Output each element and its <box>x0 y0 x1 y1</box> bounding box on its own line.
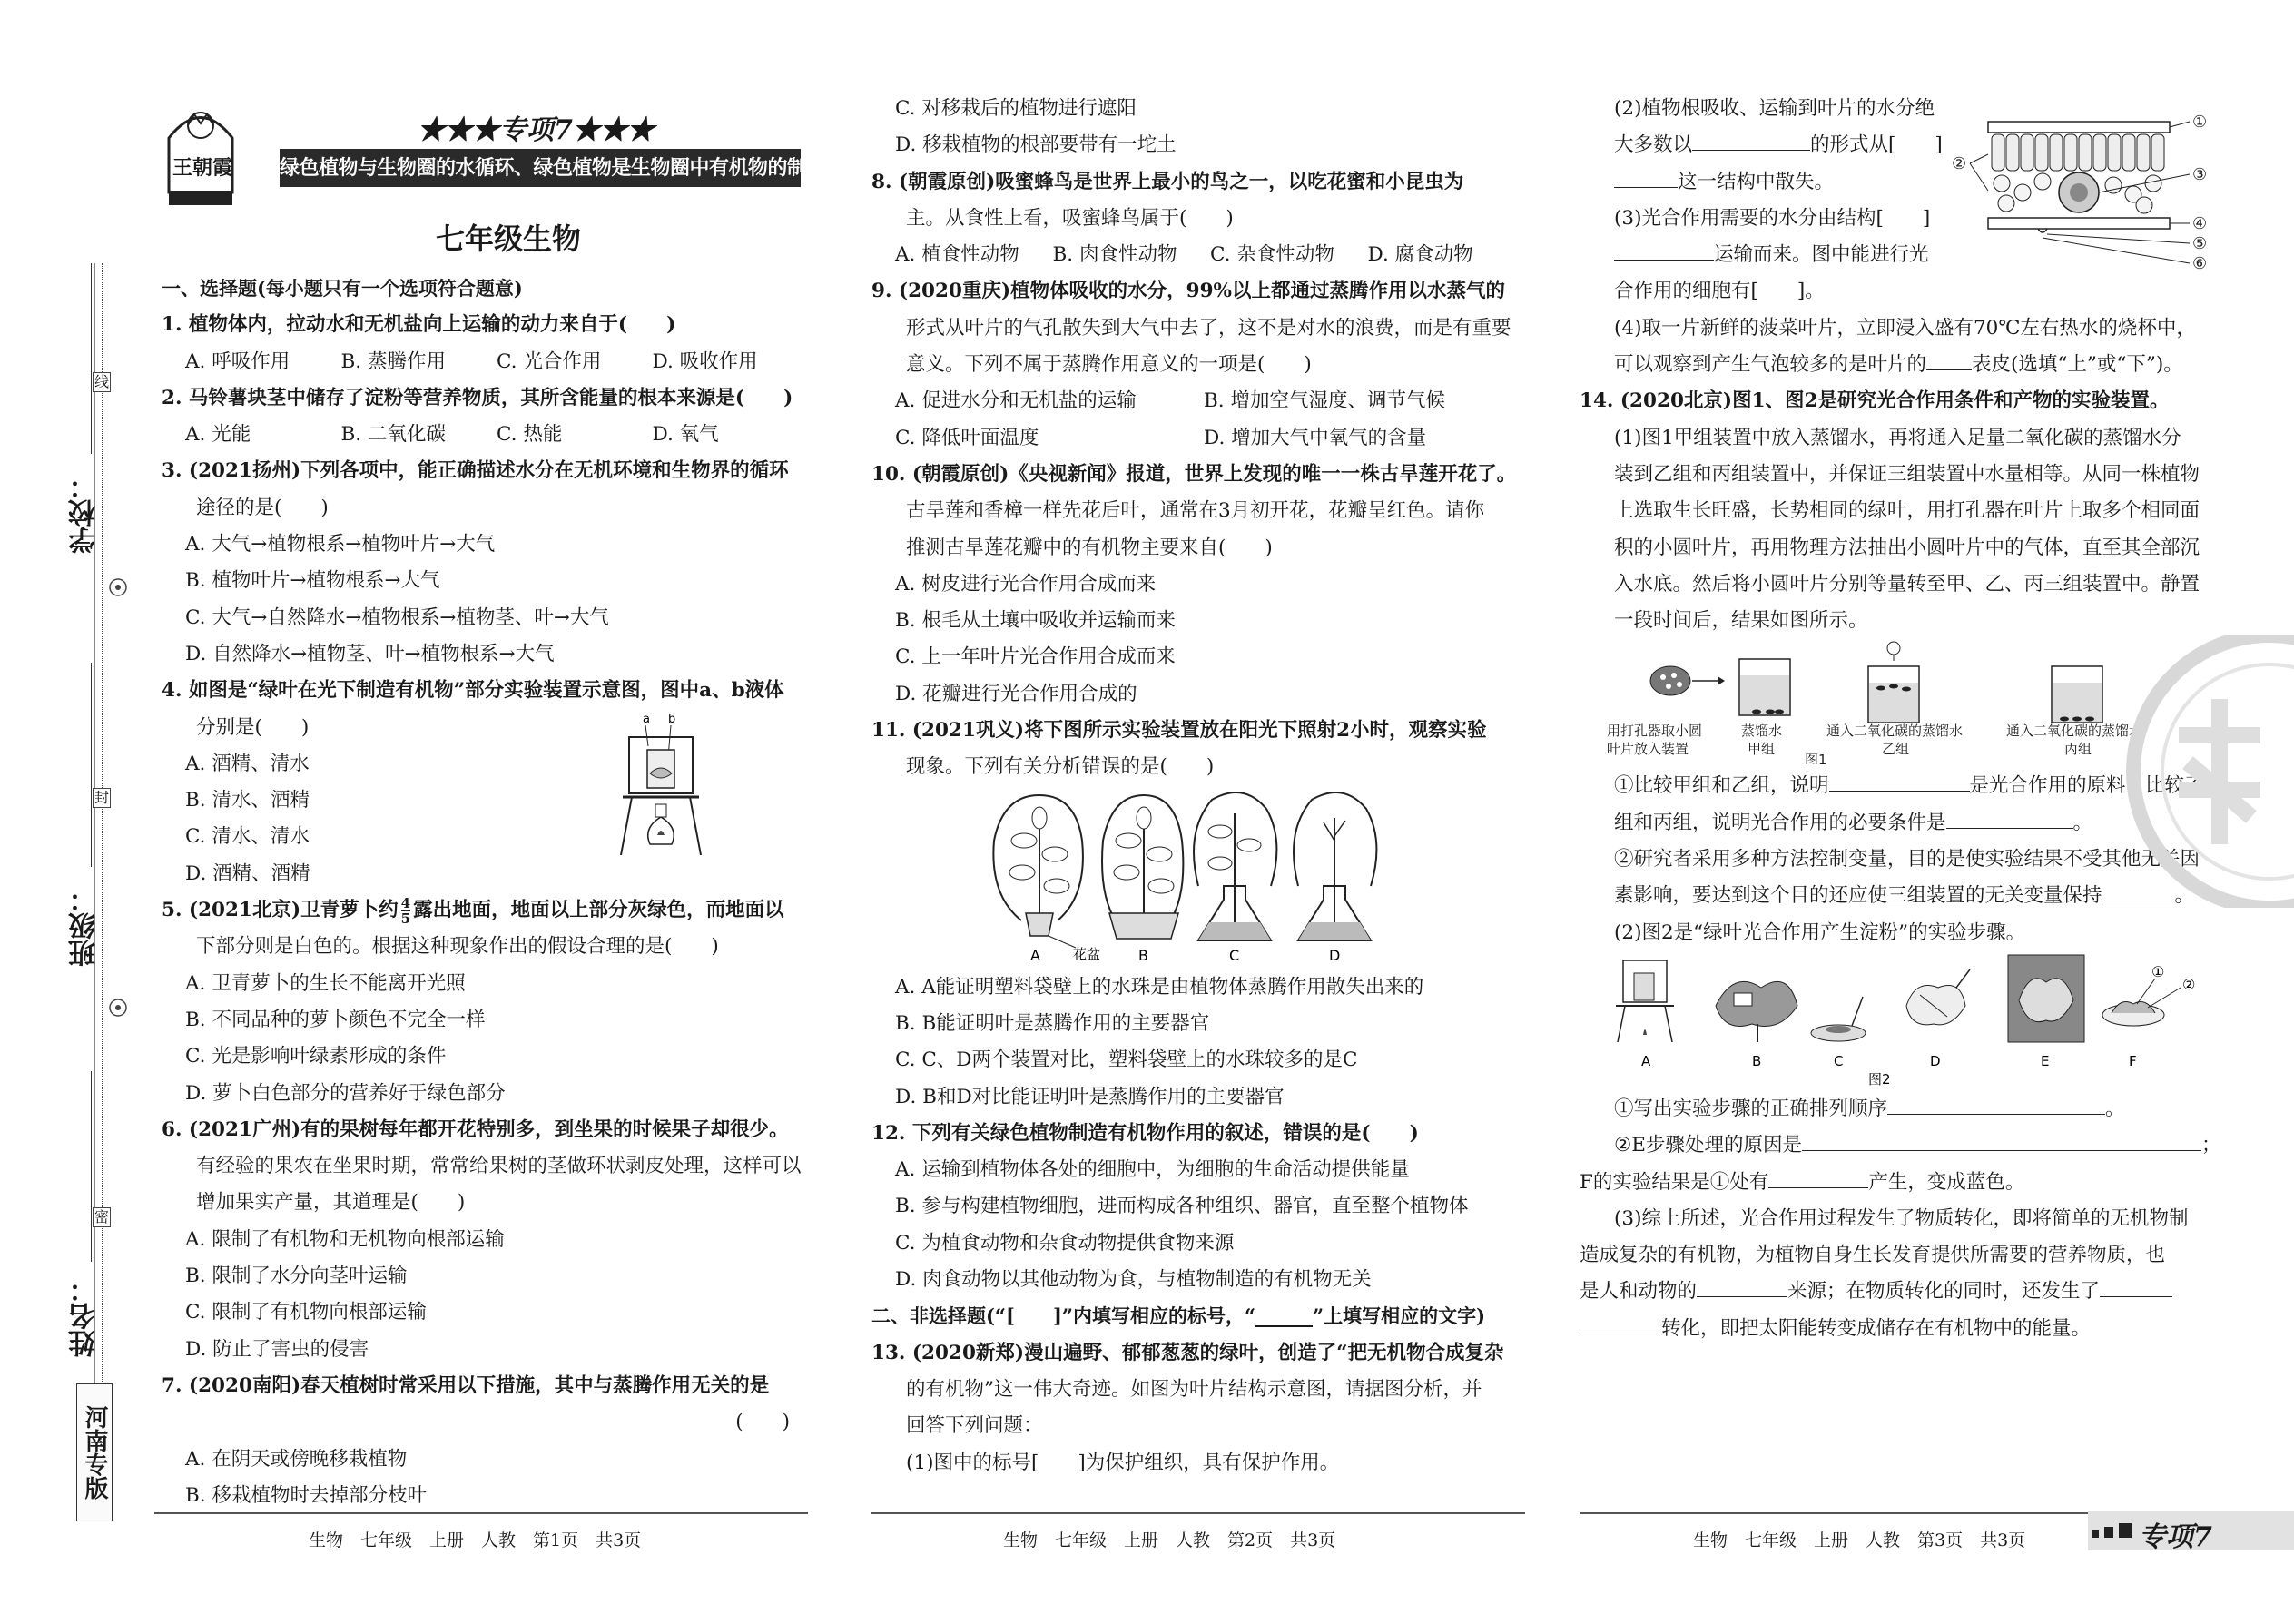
q14-s3: F的实验结果是①处有 产生，变成蓝色。 <box>1580 1165 2233 1201</box>
q5-opt-c[interactable]: C. 光是影响叶绿素形成的条件 <box>185 1045 447 1068</box>
q11-opt-b[interactable]: B. B能证明叶是蒸腾作用的主要器官 <box>895 1011 1210 1035</box>
q10-stem-3: 推测古旱莲花瓣中的有机物主要来自( ) <box>906 536 1273 559</box>
q10-opt-a[interactable]: A. 树皮进行光合作用合成而来 <box>895 572 1157 595</box>
q14-blank-condition[interactable] <box>1946 806 2073 829</box>
q1-opt-b[interactable]: B. 蒸腾作用 <box>340 349 446 373</box>
q2-stem: 2. 马铃薯块茎中储存了淀粉等营养物质，其所含能量的根本来源是( ) <box>162 386 793 409</box>
q13-label-6: ⑥ <box>2192 254 2208 273</box>
q14-part-3b: 造成复杂的有机物，为植物自身生长发育提供所需要的营养物质，也 <box>1580 1244 2166 1267</box>
q13-part-4a: (4)取一片新鲜的菠菜叶片，立即浸入盛有70℃左右热水的烧杯中， <box>1614 316 2196 340</box>
q7-opt-c[interactable]: C. 对移栽后的植物进行遮阳 <box>895 97 1137 120</box>
q6-stem-2: 有经验的果农在坐果时期，常常给果树的茎做环状剥皮处理，这样可以 <box>196 1155 802 1178</box>
q12-opt-a[interactable]: A. 运输到植物体各处的细胞中，为细胞的生命活动提供能量 <box>895 1158 1410 1182</box>
q13-leaf-structure-figure <box>1952 109 2224 281</box>
q13-label-4: ④ <box>2192 214 2208 233</box>
q10-opt-c[interactable]: C. 上一年叶片光合作用合成而来 <box>895 645 1176 669</box>
q11-opt-a[interactable]: A. A能证明塑料袋壁上的水珠是由植物体蒸腾作用散失出来的 <box>895 975 1424 999</box>
q5-stem-2: 下部分则是白色的。根据这种现象作出的假设合理的是( ) <box>196 935 719 959</box>
q13-blank-water-form[interactable] <box>1692 128 1810 151</box>
q8-stem-1: 8. (朝霞原创)吸蜜蜂鸟是世界上最小的鸟之一，以吃花蜜和小昆虫为 <box>871 170 1464 193</box>
q4-apparatus-figure <box>615 710 715 869</box>
q14-s1: ①写出实验步骤的正确排列顺序 。 <box>1580 1091 2233 1127</box>
q5-opt-a[interactable]: A. 卫青萝卜的生长不能离开光照 <box>185 971 466 995</box>
fig2-step-c <box>1811 997 1866 1069</box>
q13-part-4b: 可以观察到产生气泡较多的是叶片的 表皮(选填“上”或“下”)。 <box>1580 347 2233 383</box>
school-field[interactable] <box>91 263 92 454</box>
q5-opt-b[interactable]: B. 不同品种的萝卜颜色不完全一样 <box>185 1008 486 1031</box>
badge-dots-icon <box>2092 1523 2133 1538</box>
q6-opt-c[interactable]: C. 限制了有机物向根部运输 <box>185 1301 427 1324</box>
binding-hole-icon <box>107 997 129 1019</box>
fig2-step-d <box>1906 969 1970 1069</box>
class-field[interactable] <box>91 663 92 867</box>
fig1-caption-0b: 叶片放入装置 <box>1607 741 1689 758</box>
q4-opt-b[interactable]: B. 清水、酒精 <box>185 789 310 812</box>
fig2-label-d: D <box>1930 1052 1941 1069</box>
fig2-step-f <box>2102 963 2195 1069</box>
q8-opt-c[interactable]: C. 杂食性动物 <box>1210 243 1334 267</box>
edition-badge: 河南专版 <box>76 1383 113 1521</box>
q10-opt-d[interactable]: D. 花瓣进行光合作用合成的 <box>895 682 1137 705</box>
q11-transpiration-figure <box>871 786 1525 966</box>
q3-opt-a[interactable]: A. 大气→植物根系→植物叶片→大气 <box>185 533 496 556</box>
q9-stem-2: 形式从叶片的气孔散失到大气中去了，这不是对水的浪费，而是有重要 <box>906 316 1511 340</box>
q12-opt-d[interactable]: D. 肉食动物以其他动物为食，与植物制造的有机物无关 <box>895 1268 1372 1292</box>
q13-part-3b: 运输而来。图中能进行光 <box>1580 237 2233 273</box>
footer-page-3: 生物 七年级 上册 人教 第3页 共3页 <box>1693 1530 2026 1550</box>
q9-opt-a[interactable]: A. 促进水分和无机盐的运输 <box>895 389 1137 413</box>
footer-rule-2 <box>871 1512 1525 1514</box>
q3-opt-c[interactable]: C. 大气→自然降水→植物根系→植物茎、叶→大气 <box>185 605 609 629</box>
q14-figure-2 <box>1580 951 2233 1088</box>
fig2-step-b <box>1716 981 1797 1069</box>
binding-strip <box>0 0 136 1624</box>
q3-opt-b[interactable]: B. 植物叶片→植物根系→大气 <box>185 569 440 593</box>
fig1-caption-0: 用打孔器取小圆 <box>1607 723 1703 740</box>
q9-opt-c[interactable]: C. 降低叶面温度 <box>895 426 1039 449</box>
binding-hole-icon <box>107 576 129 598</box>
beaker-group-a <box>1739 659 1790 715</box>
q8-opt-b[interactable]: B. 肉食性动物 <box>1052 243 1177 267</box>
binding-mark-line: 线 <box>94 373 109 390</box>
q13-blank-transport[interactable] <box>1614 238 1714 261</box>
fig1-caption-2b: 乙组 <box>1882 741 1910 758</box>
q12-stem: 12. 下列有关绿色植物制造有机物作用的叙述，错误的是( ) <box>871 1121 1419 1145</box>
q11-label-b: B <box>1138 946 1148 964</box>
topic-banner: 绿色植物与生物圈的水循环、绿色植物是生物圈中有机物的制造者 <box>280 149 801 187</box>
q14-blank-energy-1[interactable] <box>2100 1275 2172 1297</box>
q14-c2b: 素影响，要达到这个目的还应使三组装置的无关变量保持 。 <box>1580 878 2233 914</box>
q14-stem: 14. (2020北京)图1、图2是研究光合作用条件和产物的实验装置。 <box>1580 389 2170 413</box>
q2-options <box>162 417 808 453</box>
q8-options <box>871 237 1525 273</box>
q2-opt-a[interactable]: A. 光能 <box>185 423 251 447</box>
q13-stem-3: 回答下列问题： <box>906 1414 1043 1438</box>
watermark-seal-icon <box>2124 635 2294 908</box>
q4-stem-1: 4. 如图是“绿叶在光下制造有机物”部分实验装置示意图，图中a、b液体 <box>162 679 784 703</box>
q4-opt-d[interactable]: D. 酒精、酒精 <box>185 861 310 885</box>
fig2-step-e <box>2008 955 2084 1069</box>
fig2-mark-1: ① <box>2151 962 2165 980</box>
hole-punch-leaf <box>1650 666 1725 695</box>
q10-opt-b[interactable]: B. 根毛从土壤中吸收并运输而来 <box>895 609 1176 633</box>
binding-mark-seal: 封 <box>94 789 109 806</box>
fig2-label-b: B <box>1752 1052 1762 1069</box>
q14-part-1f: 一段时间后，结果如图所示。 <box>1614 609 1868 633</box>
q14-part-1c: 上选取生长旺盛，长势相同的绿叶，用打孔器在叶片上取多个相同面 <box>1614 499 2200 523</box>
q2-opt-d[interactable]: D. 氧气 <box>652 423 719 447</box>
q5-fraction: $\frac{4}{5}$ <box>400 894 411 927</box>
q1-opt-d[interactable]: D. 吸收作用 <box>652 349 758 373</box>
q14-part-1e: 入水底。然后将小圆叶片分别等量转至甲、乙、丙三组装置中。静置 <box>1614 572 2200 595</box>
q6-opt-a[interactable]: A. 限制了有机物和无机物向根部运输 <box>185 1227 505 1251</box>
q13-label-1: ① <box>2192 113 2208 132</box>
q9-options-1 <box>871 383 1525 419</box>
binding-mark-secret: 密 <box>94 1208 109 1225</box>
q2-opt-b[interactable]: B. 二氧化碳 <box>340 423 446 447</box>
q9-opt-b[interactable]: B. 增加空气湿度、调节气候 <box>1204 389 1445 413</box>
q4-stem-2: 分别是( ) <box>196 715 310 739</box>
fig2-mark-2: ② <box>2182 975 2196 993</box>
q11-setup-b <box>1102 795 1183 964</box>
footer-page-1: 生物 七年级 上册 人教 第1页 共3页 <box>309 1530 642 1550</box>
q11-setup-a <box>993 795 1100 964</box>
q9-opt-d[interactable]: D. 增加大气中氧气的含量 <box>1204 426 1427 449</box>
q8-opt-a[interactable]: A. 植食性动物 <box>895 243 1019 267</box>
school-label: 学校： <box>69 472 101 554</box>
q13-part-2a: (2)植物根吸收、运输到叶片的水分绝 <box>1614 97 1935 120</box>
q11-setup-d <box>1294 792 1376 964</box>
q13-part-2b: 大多数以 的形式从[ ] <box>1580 127 2233 163</box>
q6-opt-d[interactable]: D. 防止了害虫的侵害 <box>185 1337 369 1361</box>
footer-rule-1 <box>154 1512 808 1514</box>
q2-opt-c[interactable]: C. 热能 <box>497 423 563 447</box>
q11-stem-2: 现象。下列有关分析错误的是( ) <box>906 755 1215 779</box>
q3-opt-d[interactable]: D. 自然降水→植物茎、叶→植物根系→大气 <box>185 642 555 665</box>
q13-part-3c: 合作用的细胞有[ ]。 <box>1614 280 1825 303</box>
q10-stem-1: 10. (朝霞原创)《央视新闻》报道，世界上发现的唯一一株古旱莲开花了。 <box>871 462 1517 486</box>
q12-opt-c[interactable]: C. 为植食动物和杂食动物提供食物来源 <box>895 1231 1235 1255</box>
q11-stem-1: 11. (2021巩义)将下图所示实验装置放在阳光下照射2小时，观察实验 <box>871 719 1487 743</box>
class-label: 班级： <box>69 885 101 967</box>
q14-part-1b: 装到乙组和丙组装置中，并保证三组装置中水量相等。从同一株植物 <box>1614 462 2200 486</box>
q14-blank-result[interactable] <box>1768 1166 1868 1188</box>
q8-stem-2: 主。从食性上看，吸蜜蜂鸟属于( ) <box>906 206 1234 230</box>
q7-stem-2: ( ) <box>735 1411 790 1434</box>
q13-part-2c: 这一结构中散失。 <box>1580 164 2233 201</box>
q14-part-3a: (3)综上所述，光合作用过程发生了物质转化，即将简单的无机物制 <box>1614 1206 2189 1230</box>
fig1-title: 图1 <box>1805 752 1827 765</box>
q13-blank-epidermis[interactable] <box>1926 348 1972 370</box>
q9-options-2 <box>871 420 1525 457</box>
q5-opt-d[interactable]: D. 萝卜白色部分的营养好于绿色部分 <box>185 1081 506 1105</box>
q4-opt-a[interactable]: A. 酒精、清水 <box>185 752 310 775</box>
q11-setup-c <box>1194 792 1276 964</box>
fig2-title: 图2 <box>1868 1070 1891 1088</box>
q1-opt-c[interactable]: C. 光合作用 <box>497 349 602 373</box>
q11-label-d: D <box>1329 946 1341 964</box>
fig2-label-f: F <box>2129 1052 2137 1069</box>
q12-opt-b[interactable]: B. 参与构建植物细胞，进而构成各种组织、器官，直至整个植物体 <box>895 1195 1469 1218</box>
fig2-label-c: C <box>1834 1052 1844 1069</box>
q11-opt-d[interactable]: D. B和D对比能证明叶是蒸腾作用的主要器官 <box>895 1085 1285 1108</box>
q13-stem-1: 13. (2020新郑)漫山遍野、郁郁葱葱的绿叶，创造了“把无机物合成复杂 <box>871 1341 1504 1364</box>
footer-page-2: 生物 七年级 上册 人教 第2页 共3页 <box>1003 1530 1336 1550</box>
q14-part-1d: 积的小圆叶片，再用物理方法抽出小圆叶片中的气体，直至其全部沉 <box>1614 536 2200 559</box>
q11-label-c: C <box>1229 946 1240 964</box>
q3-stem-1: 3. (2021扬州)下列各项中，能正确描述水分在无机环境和生物界的循环 <box>162 459 789 483</box>
section-1-title: 一、选择题(每小题只有一个选项符合题意) <box>162 277 523 300</box>
q3-stem-2: 途径的是( ) <box>196 496 329 519</box>
fig2-step-a <box>1616 960 1674 1069</box>
section-2-title: 二、非选择题(“[ ]”内填写相应的标号，“______”上填写相应的文字) <box>871 1304 1486 1328</box>
q13-blank-structure[interactable] <box>1614 165 1678 188</box>
column-2 <box>871 91 1525 1481</box>
fig2-label-a: A <box>1641 1052 1651 1069</box>
q11-pot-label: 花盆 <box>1073 945 1101 962</box>
q6-opt-b[interactable]: B. 限制了水分向茎叶运输 <box>185 1265 408 1288</box>
footer-rule-3 <box>1580 1512 2088 1514</box>
column-1 <box>162 169 808 271</box>
q6-stem-1: 6. (2021广州)有的果树每年都开花特别多，到坐果的时候果子却很少。 <box>162 1117 789 1141</box>
q14-blank-source[interactable] <box>1697 1275 1787 1297</box>
q1-opt-a[interactable]: A. 呼吸作用 <box>185 349 290 373</box>
fig1-caption-1b: 甲组 <box>1748 741 1776 758</box>
q13-stem-2: 的有机物”这一伟大奇迹。如图为叶片结构示意图，请据图分析，并 <box>906 1377 1482 1401</box>
q13-label-5: ⑤ <box>2192 234 2208 253</box>
name-field[interactable] <box>91 1071 92 1262</box>
q1-options <box>162 344 808 380</box>
q1-stem: 1. 植物体内，拉动水和无机盐向上运输的动力来自于( ) <box>162 313 676 337</box>
q7-stem-1: 7. (2020南阳)春天植树时常采用以下措施，其中与蒸腾作用无关的是 <box>162 1373 770 1397</box>
q7-opt-d[interactable]: D. 移栽植物的根部要带有一坨土 <box>895 133 1177 157</box>
footer-badge-text: 专项7 <box>2139 1521 2212 1553</box>
fig1-caption-3: 通入二氧化碳的蒸馏水 <box>2006 723 2143 740</box>
q14-s2: ②E步骤处理的原因是 ； <box>1580 1127 2233 1164</box>
q13-part-1: (1)图中的标号[ ]为保护组织，具有保护作用。 <box>906 1451 1340 1474</box>
fig2-label-e: E <box>2041 1052 2050 1069</box>
q13-label-3: ③ <box>2192 165 2208 184</box>
fig1-caption-1: 蒸馏水 <box>1741 723 1783 740</box>
q13-label-2: ② <box>1952 154 1967 173</box>
beaker-group-b <box>1868 642 1919 723</box>
q11-opt-c[interactable]: C. C、D两个装置对比，塑料袋壁上的水珠较多的是C <box>895 1048 1358 1072</box>
q14-part-3d: 转化，即把太阳能转变成储存在有机物中的能量。 <box>1580 1311 2233 1347</box>
q14-c2a: ②研究者采用多种方法控制变量，目的是使实验结果不受其他无关因 <box>1614 848 2200 871</box>
fig1-caption-2: 通入二氧化碳的蒸馏水 <box>1826 723 1964 740</box>
q14-blank-reason[interactable] <box>1802 1128 2201 1151</box>
q10-stem-2: 古旱莲和香樟一样先花后叶，通常在3月初开花，花瓣呈红色。请你 <box>906 499 1485 523</box>
q14-c1a: ①比较甲组和乙组，说明 是光合作用的原料；比较乙 <box>1580 768 2233 804</box>
q14-blank-raw-material[interactable] <box>1829 769 1970 792</box>
beaker-group-c <box>2052 666 2102 723</box>
q14-part-3c: 是人和动物的 来源；在物质转化的同时，还发生了 <box>1580 1274 2233 1310</box>
column-1-content <box>162 271 808 1514</box>
name-label: 姓名： <box>69 1275 101 1357</box>
svg-text:b: b <box>668 712 676 726</box>
q9-stem-3: 意义。下列不属于蒸腾作用意义的一项是( ) <box>906 353 1312 377</box>
topic-label: ★★★专项7★★★ <box>418 114 655 146</box>
q6-stem-3: 增加果实产量，其道理是( ) <box>196 1191 466 1215</box>
q14-blank-order[interactable] <box>1887 1092 2105 1115</box>
q11-label-a: A <box>1030 946 1040 964</box>
q9-stem-1: 9. (2020重庆)植物体吸收的水分，99%以上都通过蒸腾作用以水蒸气的 <box>871 280 1505 303</box>
footer-topic-badge <box>2088 1511 2294 1553</box>
svg-text:a: a <box>643 712 650 726</box>
q14-part-1a: (1)图1甲组装置中放入蒸馏水，再将通入足量二氧化碳的蒸馏水分 <box>1614 426 2181 449</box>
q13-part-3a: (3)光合作用需要的水分由结构[ ] <box>1614 206 1931 230</box>
q7-opt-a[interactable]: A. 在阴天或傍晚移栽植物 <box>185 1447 408 1471</box>
doc-title: 七年级生物 <box>436 221 582 256</box>
q5-stem-1: 5. (2021北京)卫青萝卜约 $\frac{4}{5}$ 露出地面，地面以上部分灰绿色，而地面以 <box>162 894 784 927</box>
fig1-caption-3b: 丙组 <box>2064 741 2092 758</box>
brand-name: 王朝霞 <box>172 156 233 180</box>
q14-part-2: (2)图2是“绿叶光合作用产生淀粉”的实验步骤。 <box>1614 920 2026 944</box>
q4-opt-c[interactable]: C. 清水、清水 <box>185 825 310 849</box>
q14-c1b: 组和丙组，说明光合作用的必要条件是 。 <box>1580 805 2233 842</box>
q8-opt-d[interactable]: D. 腐食动物 <box>1367 243 1473 267</box>
q7-opt-b[interactable]: B. 移栽植物时去掉部分枝叶 <box>185 1483 427 1507</box>
q14-blank-energy-2[interactable] <box>1580 1312 1661 1334</box>
